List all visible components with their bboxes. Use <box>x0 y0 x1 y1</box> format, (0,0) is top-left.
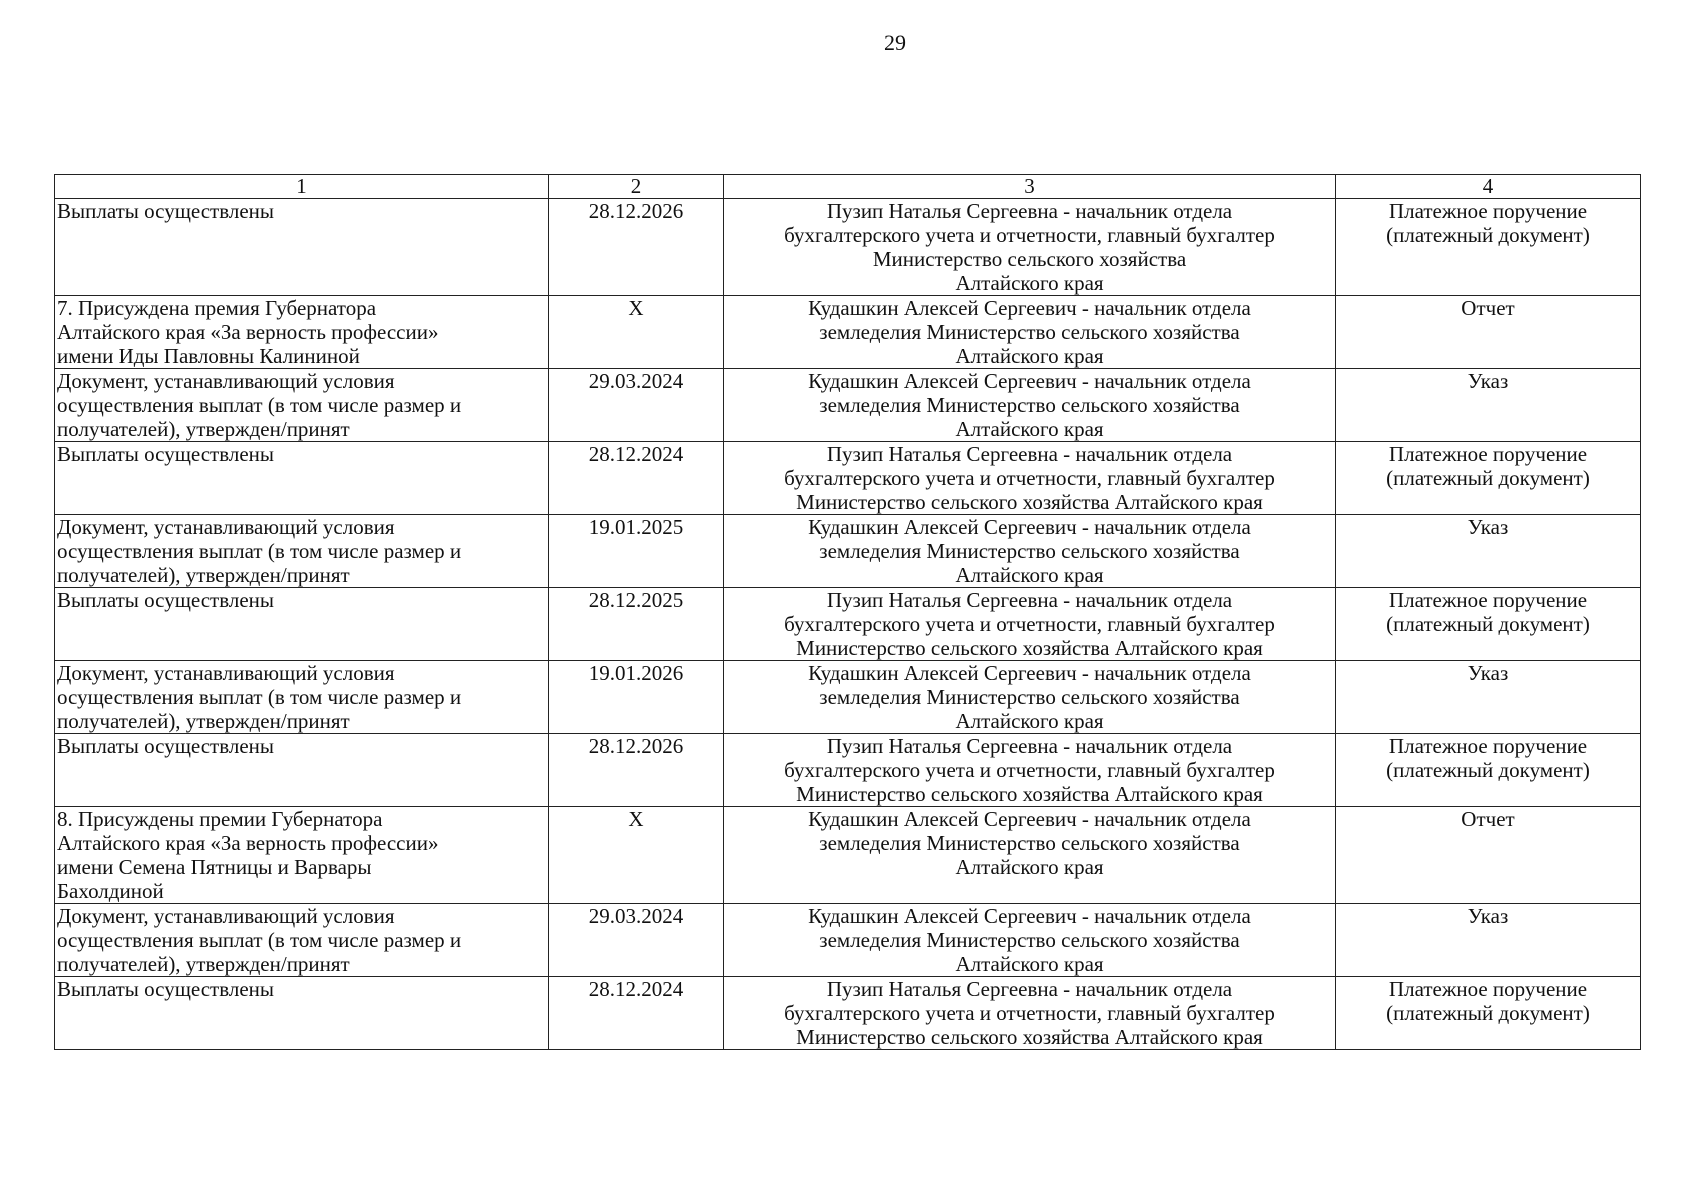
column-header-2: 2 <box>549 175 724 199</box>
event-cell: Выплаты осуществлены <box>55 199 549 296</box>
event-cell: Документ, устанавливающий условия осуществления выплат (в том числе размер и получателей), утвержден/принят <box>55 515 549 588</box>
date-cell: 28.12.2026 <box>549 734 724 807</box>
table-row <box>55 661 1641 734</box>
date-cell: 28.12.2025 <box>549 588 724 661</box>
responsible-cell: Пузип Наталья Сергеевна - начальник отдела бухгалтерского учета и отчетности, главный бухгалтер Министерство сельского хозяйства Алтайского края <box>724 734 1336 807</box>
date-cell: 19.01.2025 <box>549 515 724 588</box>
event-cell: Выплаты осуществлены <box>55 442 549 515</box>
schedule-table <box>54 174 1641 1050</box>
event-cell: Выплаты осуществлены <box>55 588 549 661</box>
table-row <box>55 296 1641 369</box>
responsible-cell: Кудашкин Алексей Сергеевич - начальник отдела земледелия Министерство сельского хозяйства Алтайского края <box>724 296 1336 369</box>
responsible-cell: Пузип Наталья Сергеевна - начальник отдела бухгалтерского учета и отчетности, главный бухгалтер Министерство сельского хозяйства Алтайского края <box>724 199 1336 296</box>
event-cell: Документ, устанавливающий условия осуществления выплат (в том числе размер и получателей), утвержден/принят <box>55 661 549 734</box>
table-row <box>55 199 1641 296</box>
column-header-1: 1 <box>55 175 549 199</box>
table-row <box>55 977 1641 1050</box>
document-type-cell: Платежное поручение (платежный документ) <box>1336 734 1641 807</box>
date-cell: 29.03.2024 <box>549 904 724 977</box>
date-cell: X <box>549 807 724 904</box>
event-cell: Выплаты осуществлены <box>55 977 549 1050</box>
table-row <box>55 369 1641 442</box>
date-cell: 19.01.2026 <box>549 661 724 734</box>
event-cell: Документ, устанавливающий условия осуществления выплат (в том числе размер и получателей), утвержден/принят <box>55 369 549 442</box>
event-cell: Документ, устанавливающий условия осуществления выплат (в том числе размер и получателей), утвержден/принят <box>55 904 549 977</box>
responsible-cell: Кудашкин Алексей Сергеевич - начальник отдела земледелия Министерство сельского хозяйства Алтайского края <box>724 515 1336 588</box>
table-row <box>55 734 1641 807</box>
document-type-cell: Платежное поручение (платежный документ) <box>1336 977 1641 1050</box>
responsible-cell: Пузип Наталья Сергеевна - начальник отдела бухгалтерского учета и отчетности, главный бухгалтер Министерство сельского хозяйства Алтайского края <box>724 977 1336 1050</box>
date-cell: 28.12.2026 <box>549 199 724 296</box>
date-cell: 28.12.2024 <box>549 977 724 1050</box>
table-header-row <box>55 175 1641 199</box>
table-row <box>55 442 1641 515</box>
document-type-cell: Платежное поручение (платежный документ) <box>1336 199 1641 296</box>
date-cell: 28.12.2024 <box>549 442 724 515</box>
document-type-cell: Указ <box>1336 661 1641 734</box>
column-header-3: 3 <box>724 175 1336 199</box>
event-cell: 8. Присуждены премии Губернатора Алтайского края «За верность профессии» имени Семена Пятницы и Варвары Бахолдиной <box>55 807 549 904</box>
responsible-cell: Кудашкин Алексей Сергеевич - начальник отдела земледелия Министерство сельского хозяйства Алтайского края <box>724 807 1336 904</box>
page-number: 29 <box>884 30 906 55</box>
table-row <box>55 588 1641 661</box>
document-type-cell: Платежное поручение (платежный документ) <box>1336 588 1641 661</box>
document-type-cell: Указ <box>1336 515 1641 588</box>
responsible-cell: Пузип Наталья Сергеевна - начальник отдела бухгалтерского учета и отчетности, главный бухгалтер Министерство сельского хозяйства Алтайского края <box>724 588 1336 661</box>
document-type-cell: Платежное поручение (платежный документ) <box>1336 442 1641 515</box>
table-row <box>55 904 1641 977</box>
event-cell: 7. Присуждена премия Губернатора Алтайского края «За верность профессии» имени Иды Павловны Калининой <box>55 296 549 369</box>
responsible-cell: Кудашкин Алексей Сергеевич - начальник отдела земледелия Министерство сельского хозяйства Алтайского края <box>724 369 1336 442</box>
column-header-4: 4 <box>1336 175 1641 199</box>
date-cell: X <box>549 296 724 369</box>
table-row <box>55 807 1641 904</box>
table-row <box>55 515 1641 588</box>
document-type-cell: Отчет <box>1336 807 1641 904</box>
responsible-cell: Кудашкин Алексей Сергеевич - начальник отдела земледелия Министерство сельского хозяйства Алтайского края <box>724 661 1336 734</box>
document-type-cell: Указ <box>1336 904 1641 977</box>
document-type-cell: Отчет <box>1336 296 1641 369</box>
responsible-cell: Кудашкин Алексей Сергеевич - начальник отдела земледелия Министерство сельского хозяйства Алтайского края <box>724 904 1336 977</box>
document-type-cell: Указ <box>1336 369 1641 442</box>
responsible-cell: Пузип Наталья Сергеевна - начальник отдела бухгалтерского учета и отчетности, главный бухгалтер Министерство сельского хозяйства Алтайского края <box>724 442 1336 515</box>
date-cell: 29.03.2024 <box>549 369 724 442</box>
event-cell: Выплаты осуществлены <box>55 734 549 807</box>
